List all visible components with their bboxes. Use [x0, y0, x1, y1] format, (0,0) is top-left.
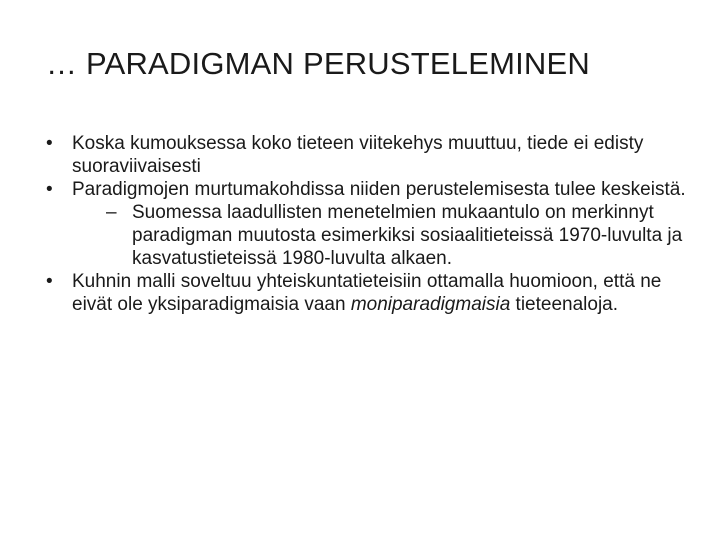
sub-bullet-text: Suomessa laadullisten menetelmien mukaantulo on merkinnyt paradigman muutosta esimerkiksi sosiaalitieteissä 1970-luvulta ja kasvatustieteissä 1980-luvulta alkaen. — [132, 202, 683, 269]
bullet-text: Koska kumouksessa koko tieteen viitekehys muuttuu, tiede ei edisty suoraviivaisesti — [72, 133, 644, 177]
bullet-item — [46, 270, 686, 316]
bullet-text-start: Kuhnin malli soveltuu yhteiskuntatieteisiin ottamalla huomioon, että ne eivät ole yksiparadigmaisia vaan — [72, 271, 662, 315]
sub-bullet-item — [104, 201, 686, 270]
slide-title: … PARADIGMAN PERUSTELEMINEN — [46, 46, 590, 81]
bullet-text — [72, 271, 661, 315]
dash-marker: – — [106, 202, 117, 223]
bullet-marker: • — [46, 133, 53, 154]
bullet-marker: • — [46, 271, 53, 292]
bullet-text-end: tieteenaloja. — [510, 294, 619, 315]
bullet-marker: • — [46, 179, 53, 200]
bullet-item — [46, 178, 686, 201]
bullet-text: Paradigmojen murtumakohdissa niiden perustelemisesta tulee keskeistä. — [72, 179, 686, 200]
bullet-item — [46, 132, 686, 178]
bullet-text-italic: moniparadigmaisia — [350, 294, 511, 315]
slide-content — [46, 132, 686, 316]
